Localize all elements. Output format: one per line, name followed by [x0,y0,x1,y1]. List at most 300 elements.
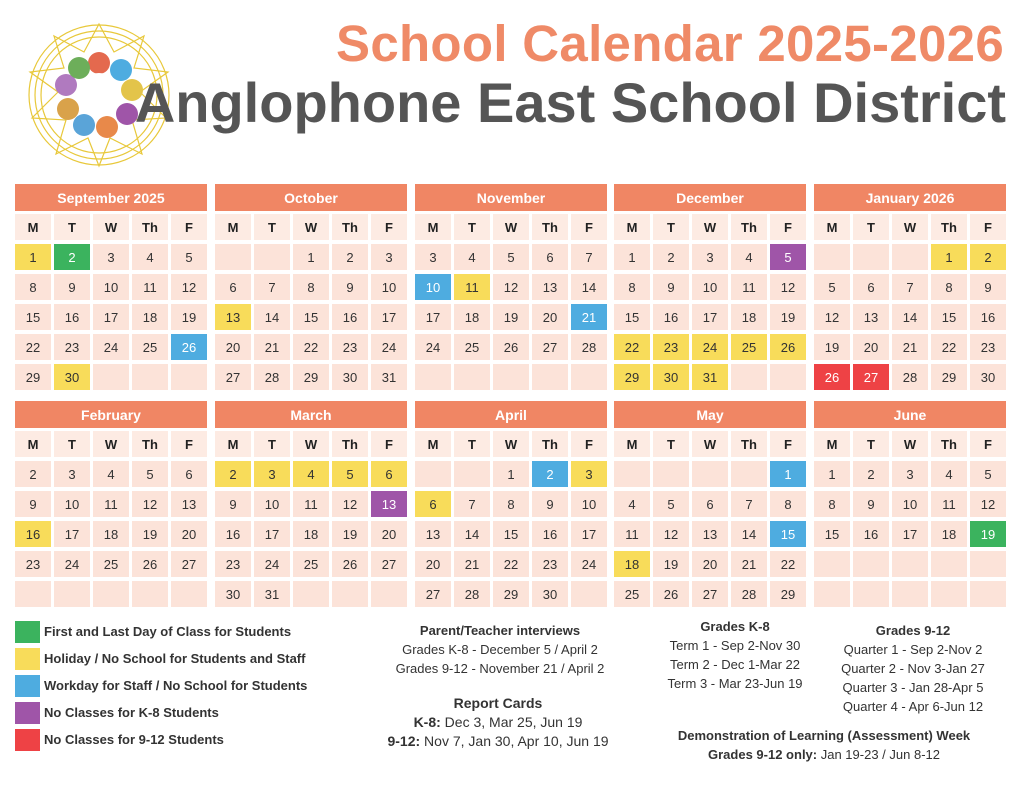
month-calendar [15,401,207,611]
day-cell: 7 [254,274,290,300]
day-cell: 17 [692,304,728,330]
day-cell: 31 [254,581,290,607]
day-cell: 29 [15,364,51,390]
month-calendar [215,184,407,394]
day-cell: 5 [653,491,689,517]
day-cell: 1 [770,461,806,487]
empty-cell [814,244,850,270]
day-cell: 15 [814,521,850,547]
weekday-header: F [371,214,407,240]
day-cell: 10 [571,491,607,517]
day-cell: 31 [692,364,728,390]
weekday-header: M [215,431,251,457]
day-cell: 28 [731,581,767,607]
grades-k8-term: Term 1 - Sep 2-Nov 30 [669,638,801,653]
day-cell: 14 [571,274,607,300]
day-cell: 23 [54,334,90,360]
day-cell: 15 [614,304,650,330]
day-cell: 5 [493,244,529,270]
empty-cell [931,581,967,607]
day-cell: 8 [493,491,529,517]
day-cell: 21 [731,551,767,577]
empty-cell [731,364,767,390]
empty-cell [892,551,928,577]
day-cell: 4 [132,244,168,270]
day-cell: 19 [332,521,368,547]
day-cell: 24 [54,551,90,577]
day-cell: 11 [454,274,490,300]
day-cell: 8 [293,274,329,300]
day-cell: 18 [93,521,129,547]
day-cell: 15 [770,521,806,547]
day-cell: 20 [532,304,568,330]
month-name: May [614,401,806,428]
weekday-header: T [454,431,490,457]
weekday-header: Th [931,431,967,457]
empty-cell [54,581,90,607]
day-cell: 19 [171,304,207,330]
day-cell: 12 [332,491,368,517]
demonstration-title: Demonstration of Learning (Assessment) Week [677,728,971,743]
day-cell: 20 [171,521,207,547]
empty-cell [254,244,290,270]
day-cell: 8 [814,491,850,517]
day-cell: 14 [892,304,928,330]
day-cell: 23 [332,334,368,360]
month-name: November [415,184,607,211]
weekday-header: W [493,431,529,457]
day-cell: 30 [215,581,251,607]
legend-label: Workday for Staff / No School for Students [44,678,308,693]
day-cell: 30 [54,364,90,390]
month-calendar [215,401,407,611]
month-name: April [415,401,607,428]
weekday-header: T [54,214,90,240]
month-name: March [215,401,407,428]
day-cell: 29 [770,581,806,607]
month-grid [415,214,607,394]
day-cell: 1 [293,244,329,270]
day-cell: 12 [770,274,806,300]
weekday-header: F [970,214,1006,240]
day-cell: 15 [931,304,967,330]
day-cell: 25 [293,551,329,577]
grades-912-quarter: Quarter 1 - Sep 2-Nov 2 [843,642,983,657]
day-cell: 3 [371,244,407,270]
month-calendar [614,401,806,611]
day-cell: 11 [614,521,650,547]
day-cell: 26 [770,334,806,360]
month-calendar [15,184,207,394]
day-cell: 13 [853,304,889,330]
day-cell: 6 [415,491,451,517]
day-cell: 20 [215,334,251,360]
month-name: September 2025 [15,184,207,211]
weekday-header: T [653,214,689,240]
day-cell: 12 [970,491,1006,517]
day-cell: 6 [532,244,568,270]
day-cell: 25 [93,551,129,577]
legend-swatch [15,648,40,670]
empty-cell [892,581,928,607]
month-grid [15,214,207,394]
day-cell: 5 [132,461,168,487]
day-cell: 22 [931,334,967,360]
day-cell: 1 [614,244,650,270]
month-grid [614,214,806,394]
weekday-header: W [692,431,728,457]
grades-912-title: Grades 9-12 [875,623,951,638]
empty-cell [853,551,889,577]
day-cell: 23 [215,551,251,577]
day-cell: 4 [454,244,490,270]
day-cell: 16 [15,521,51,547]
day-cell: 18 [931,521,967,547]
day-cell: 11 [293,491,329,517]
day-cell: 19 [814,334,850,360]
demonstration-section [640,726,1008,764]
day-cell: 30 [532,581,568,607]
day-cell: 14 [254,304,290,330]
weekday-header: T [254,431,290,457]
day-cell: 24 [692,334,728,360]
report-cards-title: Report Cards [453,695,543,711]
day-cell: 20 [853,334,889,360]
day-cell: 14 [731,521,767,547]
interviews-k8: Grades K-8 - December 5 / April 2 [402,642,598,657]
day-cell: 15 [15,304,51,330]
empty-cell [15,581,51,607]
day-cell: 27 [371,551,407,577]
day-cell: 7 [731,491,767,517]
day-cell: 30 [970,364,1006,390]
empty-cell [770,364,806,390]
empty-cell [454,461,490,487]
empty-cell [853,581,889,607]
month-name: June [814,401,1006,428]
legend-label: No Classes for K-8 Students [44,705,219,720]
legend-item [15,618,307,645]
weekday-header: W [293,214,329,240]
day-cell: 15 [493,521,529,547]
day-cell: 8 [770,491,806,517]
empty-cell [532,364,568,390]
day-cell: 8 [614,274,650,300]
day-cell: 17 [254,521,290,547]
day-cell: 24 [571,551,607,577]
day-cell: 16 [215,521,251,547]
day-cell: 13 [215,304,251,330]
day-cell: 9 [332,274,368,300]
empty-cell [132,581,168,607]
day-cell: 19 [970,521,1006,547]
day-cell: 29 [493,581,529,607]
day-cell: 16 [54,304,90,330]
day-cell: 26 [653,581,689,607]
day-cell: 27 [415,581,451,607]
day-cell: 26 [332,551,368,577]
day-cell: 2 [54,244,90,270]
month-name: December [614,184,806,211]
day-cell: 9 [215,491,251,517]
day-cell: 27 [853,364,889,390]
legend-label: Holiday / No School for Students and Staff [44,651,306,666]
day-cell: 8 [15,274,51,300]
day-cell: 21 [454,551,490,577]
day-cell: 6 [692,491,728,517]
day-cell: 7 [892,274,928,300]
day-cell: 16 [653,304,689,330]
report-cards-section [348,694,648,751]
day-cell: 27 [215,364,251,390]
day-cell: 7 [454,491,490,517]
weekday-header: W [493,214,529,240]
day-cell: 24 [371,334,407,360]
weekday-header: M [415,214,451,240]
day-cell: 12 [493,274,529,300]
day-cell: 9 [853,491,889,517]
empty-cell [571,364,607,390]
day-cell: 5 [770,244,806,270]
day-cell: 1 [814,461,850,487]
day-cell: 12 [132,491,168,517]
empty-cell [814,551,850,577]
day-cell: 10 [54,491,90,517]
day-cell: 22 [15,334,51,360]
day-cell: 20 [415,551,451,577]
month-name: October [215,184,407,211]
day-cell: 27 [692,581,728,607]
day-cell: 17 [54,521,90,547]
day-cell: 26 [493,334,529,360]
grades-k8-title: Grades K-8 [700,619,770,634]
empty-cell [614,461,650,487]
weekday-header: M [814,214,850,240]
weekday-header: Th [532,431,568,457]
day-cell: 19 [132,521,168,547]
day-cell: 9 [15,491,51,517]
day-cell: 19 [653,551,689,577]
legend-swatch [15,621,40,643]
day-cell: 26 [814,364,850,390]
day-cell: 24 [93,334,129,360]
day-cell: 17 [415,304,451,330]
legend-swatch [15,729,40,751]
report-cards-k8 [348,713,648,732]
day-cell: 31 [371,364,407,390]
day-cell: 11 [132,274,168,300]
day-cell: 24 [415,334,451,360]
month-calendar [415,401,607,611]
day-cell: 13 [371,491,407,517]
report-cards-k8-label: K-8: [413,714,441,730]
day-cell: 17 [892,521,928,547]
interviews-912: Grades 9-12 - November 21 / April 2 [395,661,605,676]
day-cell: 4 [731,244,767,270]
day-cell: 21 [254,334,290,360]
month-calendar [614,184,806,394]
day-cell: 29 [931,364,967,390]
interviews-section [368,621,632,678]
day-cell: 13 [415,521,451,547]
day-cell: 21 [892,334,928,360]
weekday-header: Th [132,214,168,240]
grades-k8-term: Term 3 - Mar 23-Jun 19 [667,676,803,691]
day-cell: 23 [532,551,568,577]
empty-cell [332,581,368,607]
day-cell: 6 [371,461,407,487]
day-cell: 9 [970,274,1006,300]
month-grid [814,431,1006,611]
day-cell: 27 [532,334,568,360]
day-cell: 22 [614,334,650,360]
empty-cell [171,581,207,607]
legend-item [15,726,307,753]
day-cell: 26 [171,334,207,360]
weekday-header: T [853,431,889,457]
month-calendar [415,184,607,394]
day-cell: 22 [770,551,806,577]
day-cell: 10 [93,274,129,300]
day-cell: 17 [371,304,407,330]
day-cell: 5 [814,274,850,300]
day-cell: 3 [571,461,607,487]
day-cell: 2 [532,461,568,487]
district-name: Anglophone East School District [134,71,1006,134]
weekday-header: F [371,431,407,457]
day-cell: 23 [15,551,51,577]
day-cell: 12 [653,521,689,547]
weekday-header: F [171,431,207,457]
weekday-header: M [15,431,51,457]
day-cell: 5 [171,244,207,270]
empty-cell [493,364,529,390]
day-cell: 8 [931,274,967,300]
day-cell: 18 [293,521,329,547]
empty-cell [653,461,689,487]
day-cell: 4 [93,461,129,487]
day-cell: 13 [532,274,568,300]
month-name: February [15,401,207,428]
day-cell: 11 [93,491,129,517]
day-cell: 18 [132,304,168,330]
grades-912-quarter: Quarter 4 - Apr 6-Jun 12 [842,699,984,714]
empty-cell [93,364,129,390]
day-cell: 11 [731,274,767,300]
demonstration-label: Grades 9-12 only: [708,747,818,762]
day-cell: 9 [54,274,90,300]
day-cell: 23 [653,334,689,360]
empty-cell [215,244,251,270]
month-grid [814,214,1006,394]
day-cell: 2 [853,461,889,487]
day-cell: 10 [692,274,728,300]
weekday-header: F [571,431,607,457]
weekday-header: M [15,214,51,240]
day-cell: 4 [293,461,329,487]
weekday-header: Th [332,431,368,457]
weekday-header: Th [931,214,967,240]
day-cell: 5 [332,461,368,487]
day-cell: 18 [614,551,650,577]
empty-cell [970,551,1006,577]
day-cell: 30 [332,364,368,390]
day-cell: 3 [415,244,451,270]
month-grid [15,431,207,611]
weekday-header: F [171,214,207,240]
demonstration-date-range: Jan 19-23 / Jun 8-12 [817,747,940,762]
day-cell: 1 [931,244,967,270]
grades-912-quarter: Quarter 3 - Jan 28-Apr 5 [842,680,984,695]
weekday-header: W [892,431,928,457]
day-cell: 16 [332,304,368,330]
empty-cell [415,461,451,487]
day-cell: 3 [54,461,90,487]
day-cell: 10 [254,491,290,517]
weekday-header: T [853,214,889,240]
empty-cell [132,364,168,390]
day-cell: 1 [493,461,529,487]
day-cell: 18 [454,304,490,330]
legend [15,618,307,753]
day-cell: 6 [853,274,889,300]
weekday-header: M [215,214,251,240]
month-calendar [814,184,1006,394]
empty-cell [93,581,129,607]
day-cell: 10 [415,274,451,300]
grades-k8-section [640,617,830,693]
report-cards-912-dates: Nov 7, Jan 30, Apr 10, Jun 19 [420,733,609,749]
weekday-header: M [614,431,650,457]
month-grid [215,431,407,611]
day-cell: 30 [653,364,689,390]
day-cell: 25 [731,334,767,360]
weekday-header: M [614,214,650,240]
empty-cell [692,461,728,487]
day-cell: 7 [571,244,607,270]
day-cell: 6 [171,461,207,487]
day-cell: 16 [532,521,568,547]
day-cell: 27 [171,551,207,577]
day-cell: 12 [171,274,207,300]
day-cell: 3 [254,461,290,487]
day-cell: 10 [371,274,407,300]
weekday-header: M [415,431,451,457]
interviews-title: Parent/Teacher interviews [419,623,581,638]
weekday-header: W [293,431,329,457]
weekday-header: Th [532,214,568,240]
legend-label: First and Last Day of Class for Students [44,624,292,639]
weekday-header: Th [731,214,767,240]
weekday-header: Th [731,431,767,457]
day-cell: 25 [614,581,650,607]
day-cell: 2 [653,244,689,270]
day-cell: 2 [215,461,251,487]
month-grid [215,214,407,394]
weekday-header: F [970,431,1006,457]
day-cell: 29 [293,364,329,390]
day-cell: 16 [853,521,889,547]
day-cell: 2 [15,461,51,487]
day-cell: 4 [614,491,650,517]
day-cell: 15 [293,304,329,330]
day-cell: 17 [93,304,129,330]
day-cell: 12 [814,304,850,330]
logo-hands-ring [55,52,143,138]
day-cell: 9 [653,274,689,300]
day-cell: 5 [970,461,1006,487]
legend-swatch [15,702,40,724]
